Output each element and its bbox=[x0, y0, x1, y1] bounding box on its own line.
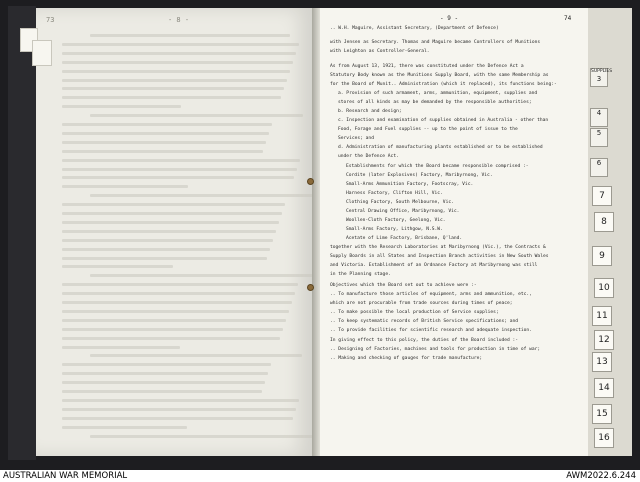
index-tab-12[interactable]: 12 bbox=[594, 330, 614, 350]
bleed-through-line bbox=[90, 34, 290, 37]
text-line: Statutory Body known as the Munitions Supply Board, with the same Membership as bbox=[330, 73, 549, 78]
bleed-through-line bbox=[62, 96, 281, 99]
tab-caption: SUPPLIES bbox=[591, 69, 613, 74]
caption-bar bbox=[0, 470, 640, 482]
bleed-through-line bbox=[62, 141, 266, 144]
bleed-through-line bbox=[62, 105, 181, 108]
bleed-through-line bbox=[62, 310, 289, 313]
index-tab-11[interactable]: 11 bbox=[592, 306, 612, 326]
bleed-through-line bbox=[90, 435, 315, 438]
text-line: Objectives which the Board set out to achieve were :- bbox=[330, 283, 477, 288]
bleed-through-line bbox=[62, 408, 296, 411]
text-line: .. To manufacture those articles of equipment, arms and ammunition, etc., bbox=[330, 292, 532, 297]
bleed-through-line bbox=[62, 132, 269, 135]
text-line: with Jensen as Secretary. Thomas and Maguire became Controllers of Munitions bbox=[330, 40, 541, 45]
left-page-number: 73 bbox=[46, 16, 55, 24]
index-tab-14[interactable]: 14 bbox=[594, 378, 614, 398]
text-line: together with the Research Laboratories at Maribyrnong (Vic.), the Contracts & bbox=[330, 245, 546, 250]
bleed-through-line bbox=[90, 194, 316, 197]
text-line: and Victoria. Establishment of an Ordnance Factory at Maribyrnong was still bbox=[330, 263, 538, 268]
bleed-through-line bbox=[62, 150, 263, 153]
bleed-through-line bbox=[62, 390, 262, 393]
left-tab-bottom bbox=[32, 40, 52, 66]
bleed-through-line bbox=[62, 381, 265, 384]
text-line: Establishments for which the Board became responsible comprised :- bbox=[346, 164, 529, 169]
bleed-through-line bbox=[62, 292, 295, 295]
index-tab-labelled[interactable] bbox=[590, 158, 608, 177]
text-line: .. W.H. Maguire, Assistant Secretary, (Department of Defence) bbox=[330, 26, 499, 31]
index-tab-labelled[interactable] bbox=[590, 68, 613, 87]
index-tab-labelled[interactable] bbox=[590, 108, 608, 127]
text-line: d. Administration of manufacturing plants established or to be established bbox=[338, 145, 543, 150]
tab-number: 5 bbox=[596, 129, 602, 137]
binder-ring-lower-left bbox=[307, 284, 314, 291]
index-tab-15[interactable]: 15 bbox=[592, 404, 612, 424]
bleed-through-line bbox=[62, 43, 299, 46]
text-line: with Leighton as Controller-General. bbox=[330, 49, 430, 54]
bleed-through-line bbox=[62, 79, 287, 82]
text-line: Services; and bbox=[338, 136, 374, 141]
text-line: which are not procurable from trade sources during times of peace; bbox=[330, 301, 513, 306]
bleed-through-line bbox=[62, 176, 294, 179]
index-tab-16[interactable]: 16 bbox=[594, 428, 614, 448]
index-tab-labelled[interactable] bbox=[590, 128, 608, 147]
bleed-through-line bbox=[62, 203, 285, 206]
index-tab-10[interactable]: 10 bbox=[594, 278, 614, 298]
bleed-through-line bbox=[62, 283, 298, 286]
text-line: .. To keep systematic records of British Service specifications; and bbox=[330, 319, 519, 324]
bleed-through-line bbox=[62, 301, 292, 304]
text-line: a. Provision of such armament, arms, ammunition, equipment, supplies and bbox=[338, 91, 538, 96]
bleed-through-line bbox=[62, 221, 279, 224]
bleed-through-line bbox=[62, 417, 293, 420]
text-line: Supply Boards in all States and Inspection Branch activities in New South Wales bbox=[330, 254, 549, 259]
bleed-through-line bbox=[62, 248, 270, 251]
page-gutter bbox=[312, 8, 320, 456]
bleed-through-line bbox=[62, 212, 282, 215]
text-line: Cordite (later Explosives) Factory, Maribyrnong, Vic. bbox=[346, 173, 493, 178]
text-line: Harness Factory, Clifton Hill, Vic. bbox=[346, 191, 443, 196]
text-line: Acetate of Lime Factory, Brisbane, Q'land. bbox=[346, 236, 463, 241]
bleed-through-line bbox=[62, 337, 280, 340]
bleed-through-line bbox=[62, 168, 297, 171]
text-line: Small-Arms Factory, Lithgow, N.S.W. bbox=[346, 227, 443, 232]
index-tab-9[interactable]: 9 bbox=[592, 246, 612, 266]
bleed-through-line bbox=[62, 363, 271, 366]
bleed-through-line bbox=[62, 52, 296, 55]
text-line: under the Defence Act. bbox=[338, 154, 399, 159]
page-header: - 9 - bbox=[440, 15, 459, 22]
text-line: Food, Forage and Fuel supplies -- up to the point of issue to the bbox=[338, 127, 518, 132]
index-tab-13[interactable]: 13 bbox=[592, 352, 612, 372]
text-line: Central Drawing Office, Maribyrnong, Vic. bbox=[346, 209, 460, 214]
text-line: c. Inspection and examination of supplies obtained in Australia - other than bbox=[338, 118, 549, 123]
bleed-through-line bbox=[62, 346, 180, 349]
bleed-through-line bbox=[62, 319, 286, 322]
bleed-through-line bbox=[62, 159, 300, 162]
text-line: .. Designing of Factories, machines and tools for production in time of war; bbox=[330, 347, 541, 352]
text-line: As from August 13, 1921, there was constituted under the Defence Act a bbox=[330, 64, 524, 69]
bleed-through-line bbox=[62, 123, 272, 126]
accession-number: AWM2022.6.244 bbox=[566, 471, 636, 481]
bleed-through-line bbox=[62, 70, 290, 73]
bleed-through-line bbox=[62, 87, 284, 90]
text-line: stores of all kinds as may be demanded by the responsible authorities; bbox=[338, 100, 532, 105]
bleed-through-line bbox=[90, 354, 302, 357]
bleed-through-line bbox=[62, 61, 293, 64]
text-line: Clothing Factory, South Melbourne, Vic. bbox=[346, 200, 454, 205]
text-line: .. Making and checking of gauges for trade manufacture; bbox=[330, 356, 483, 361]
index-tab-8[interactable]: 8 bbox=[594, 212, 614, 232]
page-number: 74 bbox=[564, 15, 572, 22]
bleed-through-line bbox=[62, 399, 299, 402]
index-tab-7[interactable]: 7 bbox=[592, 186, 612, 206]
text-line: .. To make possible the local production of Service supplies; bbox=[330, 310, 499, 315]
binder-edge bbox=[8, 6, 36, 460]
institution-caption: AUSTRALIAN WAR MEMORIAL bbox=[3, 471, 128, 481]
bleed-through-line bbox=[90, 274, 329, 277]
bleed-through-line bbox=[62, 372, 268, 375]
left-page-header: - 8 - bbox=[168, 16, 190, 24]
bleed-through-line bbox=[62, 185, 188, 188]
tab-number: 3 bbox=[596, 74, 602, 83]
text-line: In giving effect to this policy, the duties of the Board included :- bbox=[330, 338, 519, 343]
bleed-through-line bbox=[62, 239, 273, 242]
bleed-through-line bbox=[62, 230, 276, 233]
text-line: Small-Arms Ammunition Factory, Footscray, Vic. bbox=[346, 182, 474, 187]
bleed-through-line bbox=[90, 114, 303, 117]
binder-ring-upper-left bbox=[307, 178, 314, 185]
text-line: Woollen-Cloth Factory, Geelong, Vic. bbox=[346, 218, 446, 223]
bleed-through-line bbox=[62, 426, 187, 429]
text-line: for the Board of Munit.. Administration (which it replaced), its functions being:- bbox=[330, 82, 557, 87]
bleed-through-line bbox=[62, 257, 267, 260]
bleed-through-line bbox=[62, 265, 173, 268]
tab-number: 4 bbox=[596, 109, 602, 117]
tab-number: 6 bbox=[596, 159, 602, 167]
bleed-through-line bbox=[62, 328, 283, 331]
text-line: .. To provide facilities for scientific research and adequate inspection. bbox=[330, 328, 532, 333]
text-line: in the Planning stage. bbox=[330, 272, 391, 277]
text-line: b. Research and design; bbox=[338, 109, 402, 114]
